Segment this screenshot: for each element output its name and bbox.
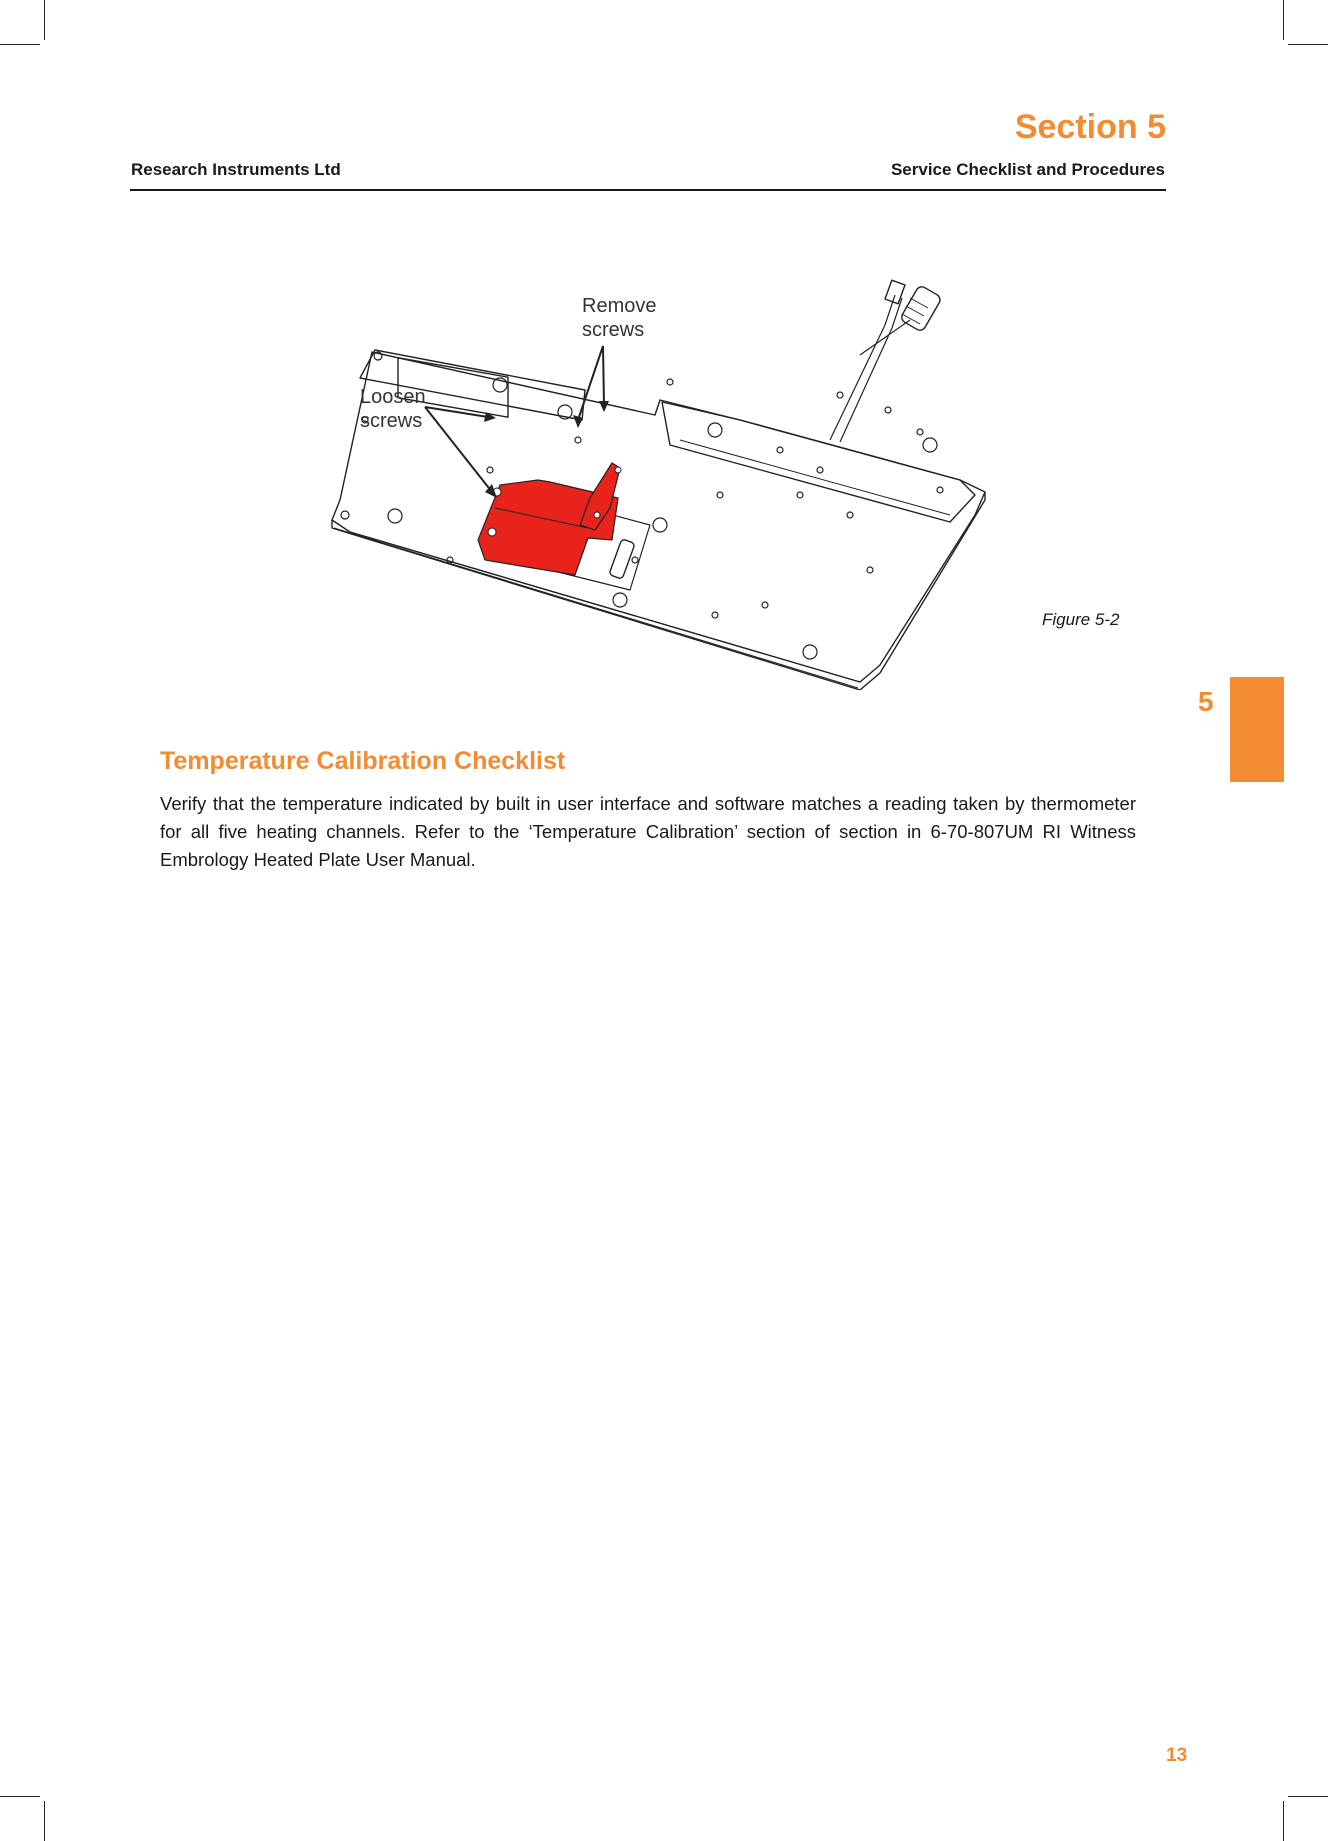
callout-remove-line1: Remove — [582, 295, 657, 317]
crop-mark — [0, 44, 40, 45]
connector-small — [885, 280, 905, 304]
crop-mark — [0, 1796, 40, 1797]
crop-mark — [44, 1801, 45, 1841]
cable-line — [830, 295, 895, 440]
heated-plate-diagram — [320, 270, 1000, 690]
sensor-slot — [609, 539, 635, 579]
body-paragraph: Verify that the temperature indicated by built in user interface and software matches a reading taken by thermometer for all five heating channels. Refer to the ‘Temperature Calibration’ section of section in 6-70-807UM RI Witness Embrology Heated Plate User Manual. — [160, 793, 1136, 870]
crop-mark — [1283, 1801, 1284, 1841]
section-tab-number: 5 — [1198, 686, 1214, 717]
section-title: Section 5 — [1014, 108, 1166, 146]
callout-loosen-line1: Loosen — [360, 386, 426, 408]
cable-line — [840, 298, 902, 442]
crop-mark — [1288, 1796, 1328, 1797]
plate-outline — [332, 352, 985, 682]
crop-mark — [44, 0, 45, 40]
company-name: Research Instruments Ltd — [131, 160, 341, 179]
plate-edge — [332, 492, 985, 690]
section-tab — [1230, 677, 1284, 782]
arrow-line — [603, 346, 604, 405]
page-number: 13 — [1166, 1745, 1188, 1766]
connector-round — [900, 285, 943, 333]
figure-caption: Figure 5-2 — [1042, 610, 1120, 629]
crop-mark — [1288, 44, 1328, 45]
section-heading: Temperature Calibration Checklist — [160, 747, 566, 775]
header-divider — [130, 189, 1166, 191]
callout-remove-line2: screws — [582, 319, 645, 341]
chapter-title: Service Checklist and Procedures — [890, 160, 1165, 179]
callout-loosen-line2: screws — [360, 410, 423, 432]
arrow-line — [578, 346, 603, 420]
figure-heated-plate — [320, 270, 1000, 690]
screw-heads — [341, 352, 943, 659]
crop-mark — [1283, 0, 1284, 40]
arrow-line — [425, 407, 492, 492]
right-block — [662, 402, 975, 522]
